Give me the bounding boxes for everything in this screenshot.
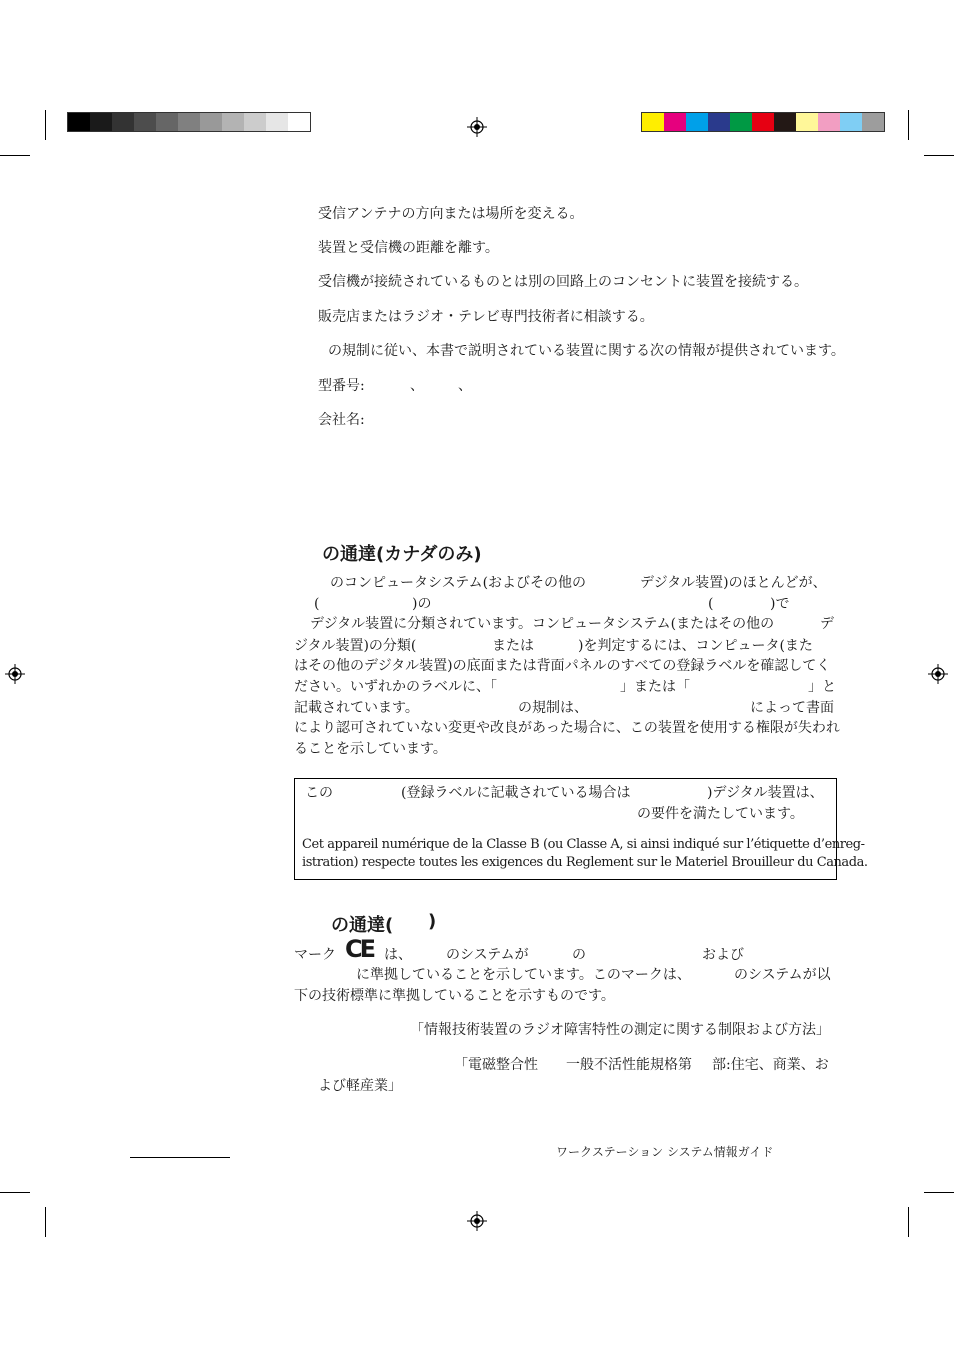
color-calibration-bar [641, 112, 885, 132]
canada-paragraph-line: 」と [808, 679, 836, 695]
gray-swatch [244, 113, 266, 131]
crop-mark [924, 1192, 954, 1193]
canada-section-heading: の通達(カナダのみ) [322, 544, 482, 565]
ce-section-heading: の通達( [331, 915, 394, 936]
fcc-list-item: 販売店またはラジオ・テレビ専門技術者に相談する。 [318, 309, 654, 325]
canada-paragraph-line: のコンピュータシステム(およびその他の [330, 575, 587, 591]
model-separator: 、 [410, 378, 424, 394]
gray-swatch [178, 113, 200, 131]
canada-paragraph-line: ( [314, 596, 320, 612]
footer-title: ワークステーション システム情報ガイド [556, 1145, 774, 1159]
canada-compliance-notice-box [294, 778, 868, 880]
ce-mark-logo: CE [345, 935, 374, 963]
crop-mark [45, 110, 46, 140]
crop-mark [908, 110, 909, 140]
model-label: 型番号: [318, 378, 365, 394]
canada-paragraph-line: デジタル装置に分類されています。コンピュータシステム(またはその他の [310, 616, 775, 632]
registration-target-icon [467, 117, 487, 137]
ce-paragraph-line: および [702, 947, 744, 963]
crop-mark [924, 155, 954, 156]
notice-jp-line: の要件を満たしています。 [637, 806, 804, 822]
grayscale-calibration-bar [67, 112, 311, 132]
notice-jp-line: (登録ラベルに記載されている場合は [401, 785, 631, 801]
color-swatch [840, 113, 862, 131]
gray-swatch [68, 113, 90, 131]
ce-paragraph-line: のシステムが以 [734, 967, 831, 983]
ce-paragraph-line: マーク [294, 947, 336, 963]
ce-paragraph-line: のシステムが [446, 947, 529, 963]
fcc-list-item: 受信アンテナの方向または場所を変える。 [318, 206, 584, 222]
gray-swatch [200, 113, 222, 131]
notice-fr-line: istration) respecte toutes les exigences du Reglement sur le Materiel Brouilleur du Canada. [302, 855, 868, 870]
canada-paragraph-line: )を判定するには、コンピュータ(また [578, 638, 813, 654]
ce-paragraph-line: 下の技術標準に準拠していることを示すものです。 [294, 988, 615, 1004]
ce-paragraph-line: は、 [384, 947, 412, 963]
color-swatch [752, 113, 774, 131]
gray-swatch [112, 113, 134, 131]
crop-mark [0, 1192, 30, 1193]
gray-swatch [156, 113, 178, 131]
canada-paragraph-line: によって書面 [750, 700, 834, 716]
footer-rule [130, 1157, 230, 1158]
canada-paragraph-line: )で [770, 596, 790, 612]
ce-paragraph-line: の [572, 947, 586, 963]
registration-target-icon [928, 664, 948, 684]
color-swatch [708, 113, 730, 131]
notice-jp-line: この [305, 785, 333, 801]
canada-paragraph-line: の規制は、 [518, 700, 588, 716]
gray-swatch [222, 113, 244, 131]
canada-paragraph-line: ジタル装置)の分類( [294, 638, 417, 654]
canada-paragraph-line: デジタル装置)のほとんどが、 [640, 575, 827, 591]
fcc-list-item: 受信機が接続されているものとは別の回路上のコンセントに装置を接続する。 [318, 274, 808, 290]
color-swatch [686, 113, 708, 131]
ce-standard-2: 一般不活性能規格第 [566, 1057, 692, 1073]
ce-standard-1: 「情報技術装置のラジオ障害特性の測定に関する制限および方法」 [410, 1022, 830, 1038]
gray-swatch [288, 113, 310, 131]
crop-mark [908, 1207, 909, 1237]
ce-paragraph-line: に準拠していることを示しています。このマークは、 [356, 967, 691, 983]
canada-paragraph-line: 」または「 [620, 679, 690, 695]
color-swatch [664, 113, 686, 131]
canada-paragraph-line: デ [820, 616, 834, 632]
canada-paragraph-line: ることを示しています。 [294, 741, 447, 757]
gray-swatch [90, 113, 112, 131]
canada-paragraph-line: 記載されています。 [294, 700, 419, 716]
canada-paragraph-line: により認可されていない変更や改良があった場合に、この装置を使用する権限が失われ [294, 720, 840, 736]
color-swatch [796, 113, 818, 131]
gray-swatch [134, 113, 156, 131]
crop-mark [0, 155, 30, 156]
fcc-info-line: の規制に従い、本書で説明されている装置に関する次の情報が提供されています。 [328, 343, 845, 359]
ce-section-heading-close: ) [428, 911, 437, 932]
model-separator: 、 [458, 378, 472, 394]
ce-standard-2: 「電磁整合性 [454, 1057, 538, 1073]
ce-standard-2: 部:住宅、商業、お [712, 1057, 829, 1073]
canada-paragraph-line: または [492, 638, 534, 654]
fcc-list-item: 装置と受信機の距離を離す。 [318, 240, 499, 256]
color-swatch [862, 113, 884, 131]
registration-target-icon [467, 1211, 487, 1231]
canada-paragraph-line: はその他のデジタル装置)の底面または背面パネルのすべての登録ラベルを確認してく [294, 658, 831, 674]
crop-mark [45, 1207, 46, 1237]
company-label: 会社名: [318, 412, 365, 428]
canada-paragraph-line: ( [708, 596, 714, 612]
gray-swatch [266, 113, 288, 131]
color-swatch [818, 113, 840, 131]
notice-fr-line: Cet appareil numérique de la Classe B (ou Classe A, si ainsi indiqué sur l’étiquette d’enreg- [302, 837, 865, 852]
notice-jp-line: )デジタル装置は、 [707, 785, 824, 801]
color-swatch [642, 113, 664, 131]
color-swatch [774, 113, 796, 131]
canada-paragraph-line: )の [412, 596, 432, 612]
canada-paragraph-line: ださい。いずれかのラベルに、「 [294, 679, 497, 695]
color-swatch [730, 113, 752, 131]
registration-target-icon [5, 664, 25, 684]
ce-standard-2: よび軽産業」 [318, 1078, 402, 1094]
